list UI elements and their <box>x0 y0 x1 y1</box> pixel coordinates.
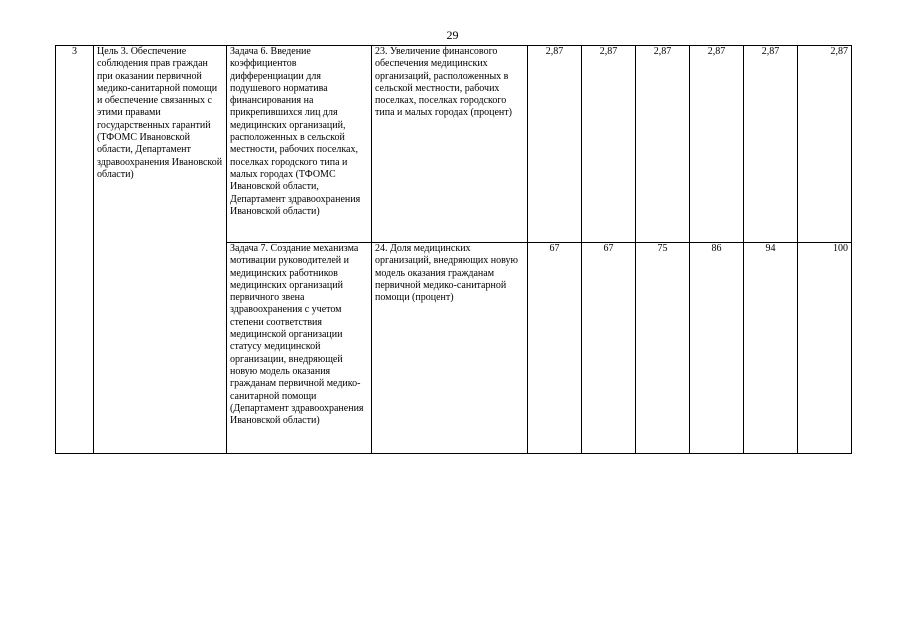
value-cell: 2,87 <box>528 46 582 243</box>
goal-cell: Цель 3. Обеспечение соблюдения прав граждан при оказании первичной медико-санитарной помощи и обеспечение связанных с этими правами государственных гарантий (ТФОМС Ивановской области, Департамент здравоохранения Ивановской области) <box>94 46 227 454</box>
task-cell: Задача 6. Введение коэффициентов дифференциации для подушевого норматива финансирования на прикрепившихся лиц для медицинских организаций, расположенных в сельской местности, рабочих поселках, поселках городского типа и малых городах (ТФОМС Ивановской области, Департамент здравоохранения Ивановской области) <box>227 46 372 243</box>
value-cell: 86 <box>690 243 744 454</box>
value-cell: 67 <box>582 243 636 454</box>
value-cell: 2,87 <box>798 46 852 243</box>
row-number-cell: 3 <box>56 46 94 454</box>
value-cell: 100 <box>798 243 852 454</box>
value-cell: 2,87 <box>690 46 744 243</box>
value-cell: 67 <box>528 243 582 454</box>
value-cell: 2,87 <box>744 46 798 243</box>
table-row <box>56 46 852 243</box>
value-cell: 2,87 <box>582 46 636 243</box>
indicator-cell: 23. Увеличение финансового обеспечения медицинских организаций, расположенных в сельской местности, рабочих поселках, поселках городского типа и малых городах (процент) <box>372 46 528 243</box>
indicator-cell: 24. Доля медицинских организаций, внедряющих новую модель оказания гражданам первичной медико-санитарной помощи (процент) <box>372 243 528 454</box>
value-cell: 94 <box>744 243 798 454</box>
task-cell: Задача 7. Создание механизма мотивации руководителей и медицинских работников медицинских организаций первичного звена здравоохранения с учетом степени соответствия медицинской организации статусу медицинской организации, внедряющей новую модель оказания гражданам первичной медико-санитарной помощи (Департамент здравоохранения Ивановской области) <box>227 243 372 454</box>
indicator-table <box>55 45 852 454</box>
value-cell: 2,87 <box>636 46 690 243</box>
value-cell: 75 <box>636 243 690 454</box>
page-number: 29 <box>446 28 459 42</box>
